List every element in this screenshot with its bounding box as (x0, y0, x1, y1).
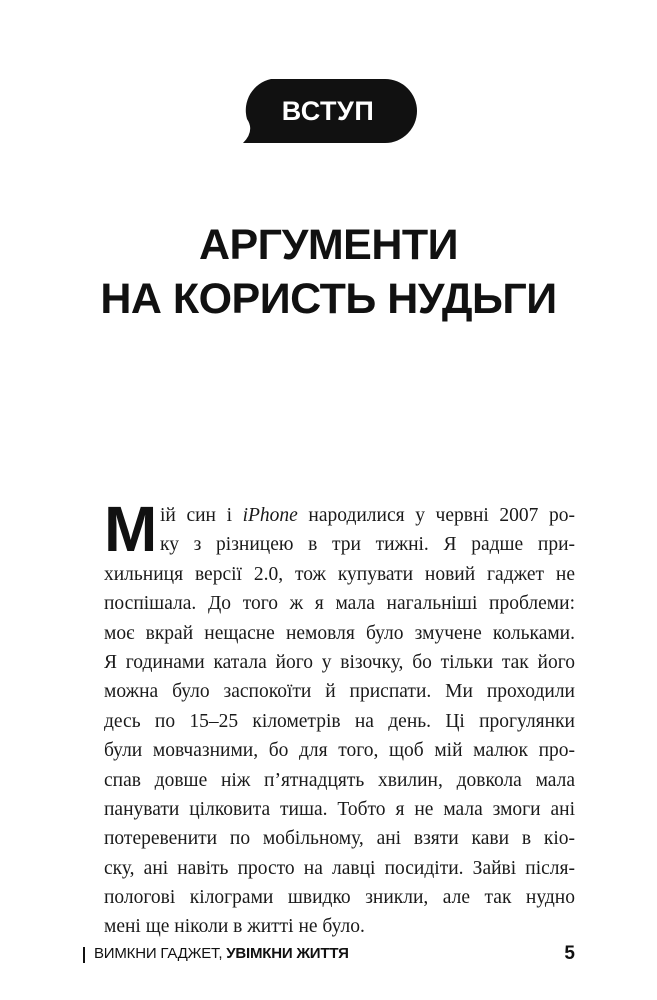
body-line-8: десь по 15–25 кілометрів на день. Ці прогулянки (104, 710, 575, 732)
footer-divider (83, 947, 85, 963)
body-line-9: були мовчазними, бо для того, щоб мій малюк про- (104, 740, 575, 762)
body-line-3: хильниця версії 2.0, тож купувати новий гаджет не (104, 563, 575, 585)
drop-cap-letter: М (104, 493, 158, 565)
chapter-title (40, 218, 617, 326)
chapter-title-line-1: АРГУМЕНТИ (198, 221, 459, 269)
iphone-emphasis: iPhone (242, 505, 298, 526)
body-line-5: моє вкрай нещасне немовля було змучене кольками. (104, 622, 575, 644)
body-paragraph (104, 493, 575, 942)
body-line-15: мені ще ніколи в житті не було. (104, 916, 365, 938)
page-number: 5 (564, 943, 575, 964)
body-line-7: можна було заспокоїти й приспати. Ми проходили (104, 681, 575, 703)
body-line-14: пологові кілограми швидко зникли, але так нудно (104, 887, 575, 909)
chapter-title-line-2: НА КОРИСТЬ НУДЬГИ (100, 275, 557, 323)
running-title-bold: УВІМКНИ ЖИТТЯ (226, 945, 349, 962)
body-line-1: ій син і iPhone народилися у червні 2007 ро- (160, 505, 575, 526)
section-label: ВСТУП (281, 96, 375, 126)
running-title (94, 945, 349, 962)
running-title-regular: ВИМКНИ ГАДЖЕТ, (94, 945, 227, 962)
section-speech-bubble (239, 79, 417, 143)
body-line-2: ку з різницею в три тижні. Я радше при- (160, 534, 575, 556)
body-line-13: ску, ані навіть просто на лавці посидіти. Зайві після- (104, 857, 575, 879)
body-line-10: спав довше ніж п’ятнадцять хвилин, довкола мала (104, 769, 575, 791)
body-line-6: Я годинами катала його у візочку, бо тільки так його (104, 651, 575, 673)
body-line-12: потеревенити по мобільному, ані взяти кави в кіо- (104, 828, 575, 850)
body-line-4: поспішала. До того ж я мала нагальніші проблеми: (104, 593, 575, 615)
page-footer (83, 944, 575, 968)
body-line-11: панувати цілковита тиша. Тобто я не мала змоги ані (104, 798, 575, 820)
